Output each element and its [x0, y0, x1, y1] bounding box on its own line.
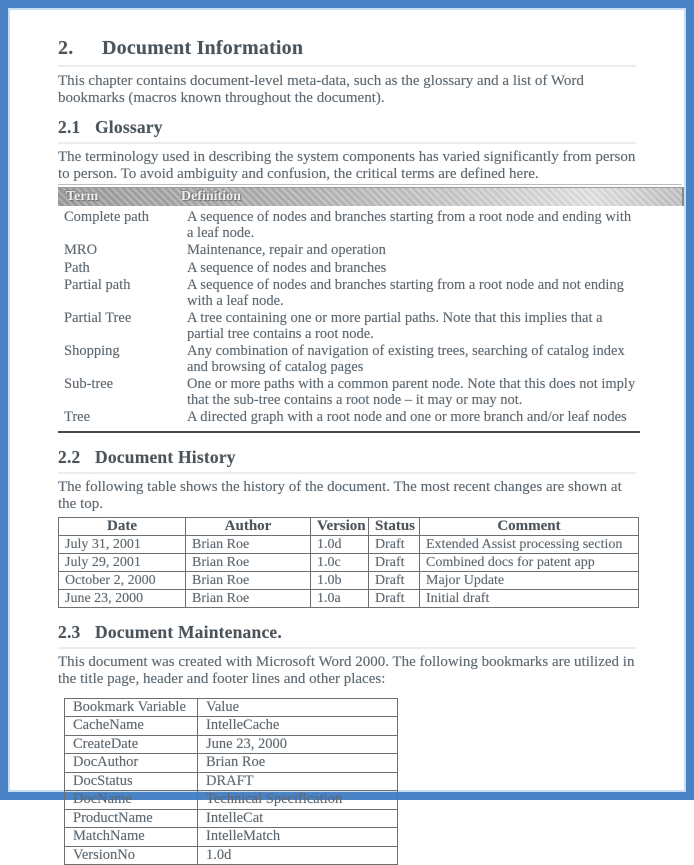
- glossary-row: [58, 277, 640, 310]
- glossary-row: [58, 209, 640, 242]
- bookmark-table-body: [65, 717, 398, 865]
- glossary-row: [58, 242, 640, 260]
- history-header-row: [59, 517, 639, 535]
- bookmark-value-cell: DRAFT: [198, 772, 398, 791]
- history-row: [59, 571, 639, 589]
- section-number: 2.3: [58, 622, 95, 643]
- bookmark-variable-cell: DocStatus: [65, 772, 198, 791]
- glossary-term-header: Term: [66, 189, 181, 205]
- glossary-term: MRO: [64, 243, 187, 259]
- history-version-cell: 1.0a: [311, 589, 369, 607]
- history-date-cell: July 29, 2001: [59, 553, 186, 571]
- section-number: 2.1: [58, 117, 95, 138]
- bookmark-value-cell: IntelleCache: [198, 717, 398, 736]
- section-number: 2.2: [58, 447, 95, 468]
- bookmark-row: [65, 754, 398, 773]
- heading-document-history: [58, 447, 636, 474]
- history-column-header: Date: [59, 517, 186, 535]
- bookmark-row: [65, 717, 398, 736]
- glossary-definition: Maintenance, repair and operation: [187, 243, 639, 259]
- history-row: [59, 589, 639, 607]
- bookmark-variable-cell: CacheName: [65, 717, 198, 736]
- glossary-definition: One or more paths with a common parent node. Note that this does not imply that the sub-tree contains a root node – it may or may not.: [187, 377, 639, 408]
- history-row: [59, 535, 639, 553]
- history-author-cell: Brian Roe: [186, 589, 311, 607]
- glossary-term: Partial path: [64, 278, 187, 309]
- bookmark-variable-cell: MatchName: [65, 828, 198, 847]
- history-comment-cell: Extended Assist processing section: [420, 535, 639, 553]
- history-author-cell: Brian Roe: [186, 553, 311, 571]
- history-row: [59, 553, 639, 571]
- glossary-term: Sub-tree: [64, 377, 187, 408]
- bookmark-value-cell: 1.0d: [198, 846, 398, 865]
- document-page: [10, 10, 684, 790]
- history-version-cell: 1.0d: [311, 535, 369, 553]
- glossary-row: [58, 310, 640, 343]
- glossary-definition: A sequence of nodes and branches starting from a root node and ending with a leaf node.: [187, 210, 639, 241]
- section-title: Document History: [95, 447, 236, 467]
- section-number: 2.: [58, 36, 102, 60]
- glossary-table: [58, 187, 684, 433]
- glossary-term: Partial Tree: [64, 311, 187, 342]
- history-intro: The following table shows the history of the document. The most recent changes are shown at the top.: [58, 479, 638, 513]
- heading-document-information: [58, 36, 636, 67]
- glossary-row: [58, 260, 640, 278]
- bookmark-value-header: Value: [198, 698, 398, 717]
- history-status-cell: Draft: [369, 535, 420, 553]
- history-author-cell: Brian Roe: [186, 535, 311, 553]
- document-history-table: [58, 517, 639, 608]
- section-title: Document Maintenance.: [95, 622, 282, 642]
- history-comment-cell: Combined docs for patent app: [420, 553, 639, 571]
- glossary-definition: A sequence of nodes and branches: [187, 261, 639, 277]
- bookmark-variable-header: Bookmark Variable: [65, 698, 198, 717]
- bookmark-variable-cell: DocName: [65, 791, 198, 810]
- bookmark-row: [65, 846, 398, 865]
- section-2-intro: This chapter contains document-level meta-data, such as the glossary and a list of Word bookmarks (macros known throughout the document).: [58, 73, 638, 107]
- glossary-definition: A sequence of nodes and branches starting from a root node and not ending with a leaf node.: [187, 278, 639, 309]
- bookmark-value-cell: IntelleCat: [198, 809, 398, 828]
- history-comment-cell: Major Update: [420, 571, 639, 589]
- glossary-term: Shopping: [64, 344, 187, 375]
- history-status-cell: Draft: [369, 589, 420, 607]
- history-column-header: Status: [369, 517, 420, 535]
- bookmark-row: [65, 735, 398, 754]
- history-version-cell: 1.0b: [311, 571, 369, 589]
- bookmark-row: [65, 772, 398, 791]
- section-title: Glossary: [95, 117, 163, 137]
- bookmark-row: [65, 791, 398, 810]
- bookmark-variable-cell: VersionNo: [65, 846, 198, 865]
- glossary-term: Path: [64, 261, 187, 277]
- glossary-row: [58, 343, 640, 376]
- bookmark-row: [65, 809, 398, 828]
- history-table-body: [59, 535, 639, 607]
- bookmark-value-cell: IntelleMatch: [198, 828, 398, 847]
- glossary-definition: A directed graph with a root node and one or more branch and/or leaf nodes: [187, 410, 639, 426]
- glossary-table-header: [58, 187, 684, 206]
- bookmark-value-cell: June 23, 2000: [198, 735, 398, 754]
- glossary-term: Complete path: [64, 210, 187, 241]
- bookmark-value-cell: Technical Specification: [198, 791, 398, 810]
- history-date-cell: October 2, 2000: [59, 571, 186, 589]
- heading-glossary: [58, 117, 636, 144]
- bookmark-header-row: [65, 698, 398, 717]
- glossary-row: [58, 376, 640, 409]
- glossary-row: [58, 409, 640, 427]
- bookmark-row: [65, 828, 398, 847]
- history-column-header: Version: [311, 517, 369, 535]
- history-column-header: Author: [186, 517, 311, 535]
- bookmark-variable-cell: DocAuthor: [65, 754, 198, 773]
- history-date-cell: June 23, 2000: [59, 589, 186, 607]
- bookmark-table: [64, 698, 398, 865]
- history-column-header: Comment: [420, 517, 639, 535]
- bookmark-variable-cell: ProductName: [65, 809, 198, 828]
- history-comment-cell: Initial draft: [420, 589, 639, 607]
- history-date-cell: July 31, 2001: [59, 535, 186, 553]
- section-title: Document Information: [102, 37, 303, 59]
- glossary-definition-header: Definition: [181, 189, 682, 205]
- history-status-cell: Draft: [369, 553, 420, 571]
- heading-document-maintenance: [58, 622, 636, 649]
- glossary-definition: Any combination of navigation of existing trees, searching of catalog index and browsing of catalog pages: [187, 344, 639, 375]
- glossary-definition: A tree containing one or more partial paths. Note that this implies that a partial tree contains a root node.: [187, 311, 639, 342]
- bookmark-variable-cell: CreateDate: [65, 735, 198, 754]
- glossary-intro: The terminology used in describing the system components has varied significantly from person to person. To avoid ambiguity and confusion, the critical terms are defined here.: [58, 149, 638, 183]
- glossary-term: Tree: [64, 410, 187, 426]
- history-status-cell: Draft: [369, 571, 420, 589]
- history-author-cell: Brian Roe: [186, 571, 311, 589]
- glossary-table-body: [58, 206, 640, 433]
- maintenance-intro: This document was created with Microsoft Word 2000. The following bookmarks are utilized in the title page, header and footer lines and other places:: [58, 654, 638, 688]
- bookmark-value-cell: Brian Roe: [198, 754, 398, 773]
- history-version-cell: 1.0c: [311, 553, 369, 571]
